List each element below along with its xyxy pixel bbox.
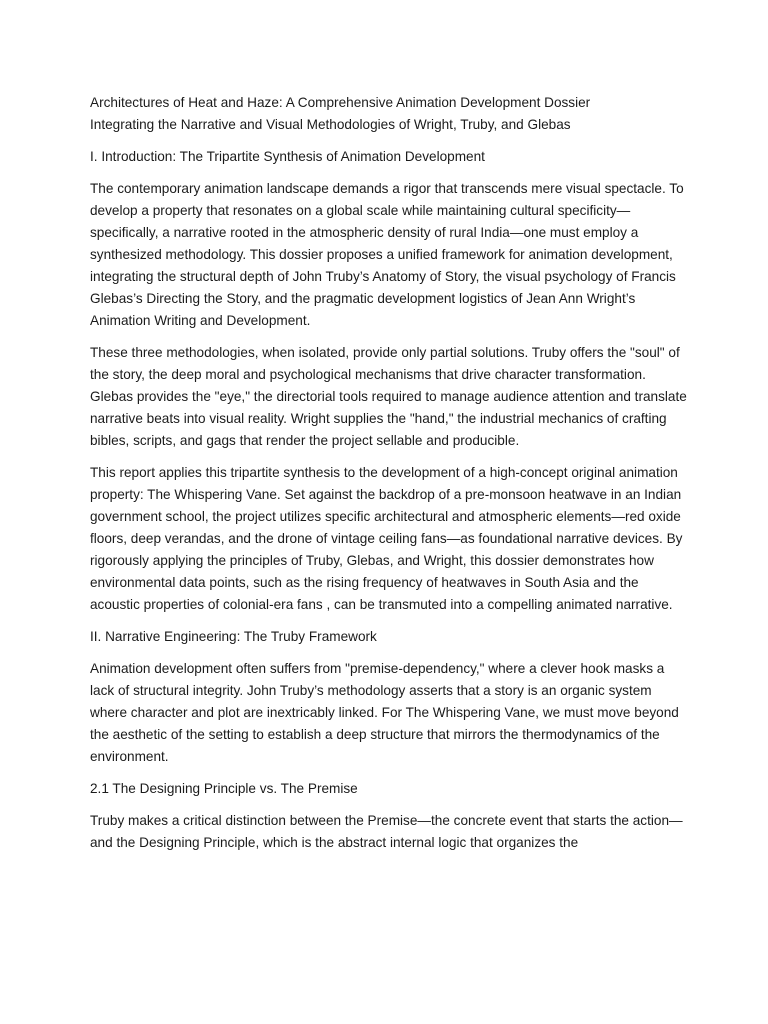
title-line-1: Architectures of Heat and Haze: A Comprehensive Animation Development Dossier — [90, 95, 591, 110]
paragraph-2: These three methodologies, when isolated, provide only partial solutions. Truby offers the "soul" of the story, the deep moral and psychological mechanisms that drive character transformation. Glebas provides the "eye," the directorial tools required to manage audience attention and translate narrative beats into visual reality. Wright supplies the "hand," the industrial mechanics of crafting bibles, scripts, and gags that render the project sellable and producible. — [90, 345, 687, 448]
subsection-heading-designing-principle: 2.1 The Designing Principle vs. The Premise — [90, 781, 358, 796]
paragraph-5: Truby makes a critical distinction between the Premise—the concrete event that starts the action—and the Designing Principle, which is the abstract internal logic that organizes the — [90, 813, 683, 850]
paragraph-3: This report applies this tripartite synthesis to the development of a high-concept original animation property: The Whispering Vane. Set against the backdrop of a pre-monsoon heatwave in an Indian government school, the project utilizes specific architectural and atmospheric elements—red oxide floors, deep verandas, and the drone of vintage ceiling fans—as foundational narrative devices. By rigorously applying the principles of Truby, Glebas, and Wright, this dossier demonstrates how environmental data points, such as the rising frequency of heatwaves in South Asia and the acoustic properties of colonial-era fans , can be transmuted into a compelling animated narrative. — [90, 465, 683, 612]
paragraph-4: Animation development often suffers from "premise-dependency," where a clever hook masks a lack of structural integrity. John Truby’s methodology asserts that a story is an organic system where character and plot are inextricably linked. For The Whispering Vane, we must move beyond the aesthetic of the setting to establish a deep structure that mirrors the thermodynamics of the environment. — [90, 661, 679, 764]
title-line-2: Integrating the Narrative and Visual Methodologies of Wright, Truby, and Glebas — [90, 117, 571, 132]
section-heading-introduction: I. Introduction: The Tripartite Synthesis of Animation Development — [90, 149, 485, 164]
document-page — [90, 92, 690, 864]
paragraph-1: The contemporary animation landscape demands a rigor that transcends mere visual spectacle. To develop a property that resonates on a global scale while maintaining cultural specificity—specifically, a narrative rooted in the atmospheric density of rural India—one must employ a synthesized methodology. This dossier proposes a unified framework for animation development, integrating the structural depth of John Truby’s Anatomy of Story, the visual psychology of Francis Glebas’s Directing the Story, and the pragmatic development logistics of Jean Ann Wright’s Animation Writing and Development. — [90, 181, 684, 328]
section-heading-narrative-engineering: II. Narrative Engineering: The Truby Framework — [90, 629, 377, 644]
document-title — [90, 92, 690, 136]
